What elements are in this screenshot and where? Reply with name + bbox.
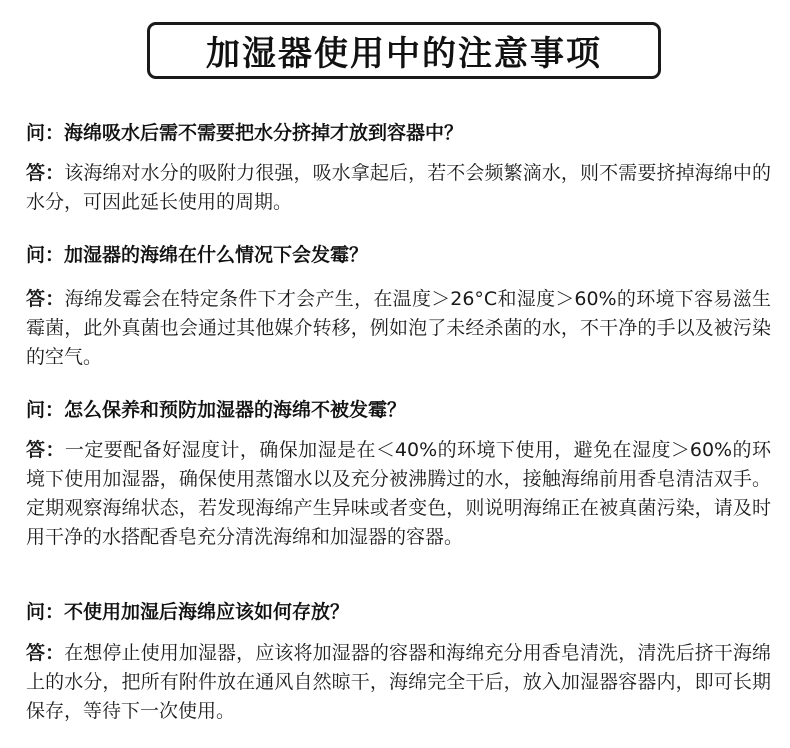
answer-text: 海绵发霉会在特定条件下才会产生，在温度＞26°C和湿度＞60%的环境下容易滋生霉菌，此外真菌也会通过其他媒介转移，例如泡了未经杀菌的水，不干净的手以及被污染的空气。 <box>26 288 771 368</box>
question: 问：怎么保养和预防加湿器的海绵不被发霉？ <box>26 399 407 421</box>
answer-text: 一定要配备好湿度计，确保加湿是在＜40%的环境下使用，避免在湿度＞60%的环境下使用加湿器，确保使用蒸馏水以及充分被沸腾过的水，接触海绵前用香皂清洁双手。定期观察海绵状态，若发现海绵产生异味或者变色，则说明海绵正在被真菌污染，请及时用干净的水搭配香皂充分清洗海绵和加湿器的容器。 <box>26 439 771 548</box>
qa-item <box>26 120 771 217</box>
title-frame <box>147 22 661 79</box>
page-title: 加湿器使用中的注意事项 <box>206 34 602 74</box>
qa-item <box>26 599 771 726</box>
answer-text: 在想停止使用加湿器，应该将加湿器的容器和海绵充分用香皂清洗，清洗后挤干海绵上的水分，把所有附件放在通风自然晾干，海绵完全干后，放入加湿器容器内，即可长期保存，等待下一次使用。 <box>26 642 771 722</box>
question: 问：海绵吸水后需不需要把水分挤掉才放到容器中？ <box>26 122 464 144</box>
answer-label: 答： <box>26 162 65 184</box>
answer-label: 答： <box>26 288 65 310</box>
answer <box>26 159 771 217</box>
answer-label: 答： <box>26 439 65 461</box>
question: 问：不使用加湿后海绵应该如何存放？ <box>26 601 350 623</box>
question: 问：加湿器的海绵在什么情况下会发霉？ <box>26 244 369 266</box>
qa-item <box>26 242 771 372</box>
qa-item <box>26 397 771 552</box>
answer-label: 答： <box>26 642 65 664</box>
answer <box>26 639 771 726</box>
answer-text: 该海绵对水分的吸附力很强，吸水拿起后，若不会频繁滴水，则不需要挤掉海绵中的水分，可因此延长使用的周期。 <box>26 162 771 213</box>
answer <box>26 436 771 552</box>
answer <box>26 285 771 372</box>
